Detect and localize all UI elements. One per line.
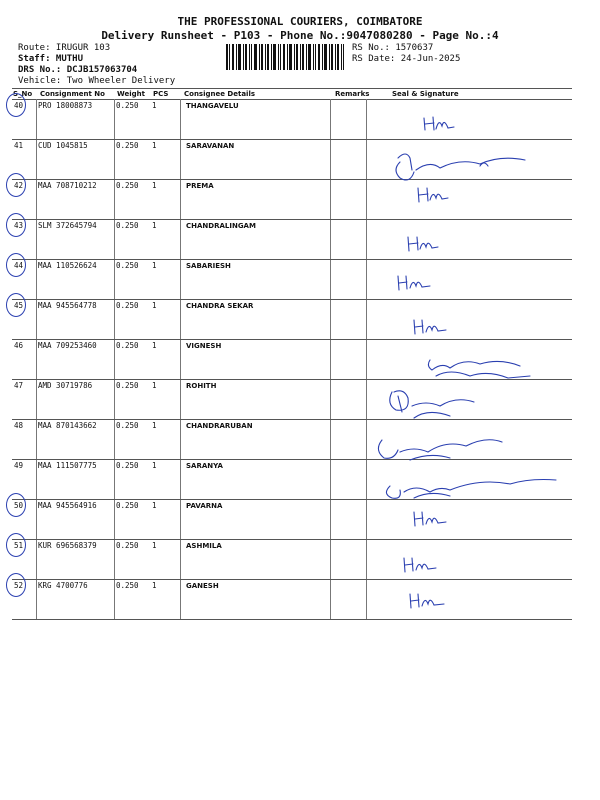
weight-value: 0.250 xyxy=(116,261,139,270)
consignee-name: CHANDRALINGAM xyxy=(186,222,256,230)
consignee-name: THANGAVELU xyxy=(186,102,239,110)
consignment-number: MAA 110526624 xyxy=(38,261,97,270)
pen-circle-mark xyxy=(6,213,26,237)
weight-value: 0.250 xyxy=(116,501,139,510)
pen-circle-mark xyxy=(6,493,26,517)
consignment-number: MAA 708710212 xyxy=(38,181,97,190)
weight-value: 0.250 xyxy=(116,141,139,150)
col-consignee: Consignee Details xyxy=(184,90,256,98)
pieces-count: 1 xyxy=(152,301,157,310)
consignment-number: MAA 945564778 xyxy=(38,301,97,310)
weight-value: 0.250 xyxy=(116,181,139,190)
serial-number: 48 xyxy=(14,421,24,430)
serial-number: 52 xyxy=(14,581,24,590)
pieces-count: 1 xyxy=(152,381,157,390)
weight-value: 0.250 xyxy=(116,221,139,230)
barcode xyxy=(226,44,344,70)
consignment-number: MAA 945564916 xyxy=(38,501,97,510)
runsheet-subtitle: Delivery Runsheet - P103 - Phone No.:9047080280 - Page No.:4 xyxy=(101,29,499,42)
col-remarks: Remarks xyxy=(335,90,370,98)
pen-circle-mark xyxy=(6,93,26,117)
consignee-name: PAVARNA xyxy=(186,502,223,510)
pen-circle-mark xyxy=(6,533,26,557)
col-sno: S_No xyxy=(13,90,33,98)
consignment-number: KRG 4700776 xyxy=(38,581,88,590)
consignment-number: CUD 1045815 xyxy=(38,141,88,150)
pieces-count: 1 xyxy=(152,181,157,190)
pieces-count: 1 xyxy=(152,221,157,230)
weight-value: 0.250 xyxy=(116,461,139,470)
serial-number: 40 xyxy=(14,101,24,110)
pieces-count: 1 xyxy=(152,541,157,550)
pieces-count: 1 xyxy=(152,101,157,110)
col-weight: Weight xyxy=(117,90,145,98)
consignee-name: CHANDRA SEKAR xyxy=(186,302,254,310)
weight-value: 0.250 xyxy=(116,341,139,350)
consignment-number: PRO 18008873 xyxy=(38,101,93,110)
serial-number: 43 xyxy=(14,221,24,230)
consignee-name: VIGNESH xyxy=(186,342,222,350)
consignment-number: MAA 111507775 xyxy=(38,461,97,470)
weight-value: 0.250 xyxy=(116,301,139,310)
weight-value: 0.250 xyxy=(116,421,139,430)
serial-number: 46 xyxy=(14,341,24,350)
weight-value: 0.250 xyxy=(116,381,139,390)
serial-number: 50 xyxy=(14,501,24,510)
consignment-number: SLM 372645794 xyxy=(38,221,97,230)
serial-number: 47 xyxy=(14,381,24,390)
consignment-number: AMD 30719786 xyxy=(38,381,93,390)
consignee-name: SARANYA xyxy=(186,462,223,470)
rs-number: RS No.: 1570637 xyxy=(352,43,434,53)
consignee-name: SABARIESH xyxy=(186,262,231,270)
col-pcs: PCS xyxy=(153,90,169,98)
weight-value: 0.250 xyxy=(116,581,139,590)
drs-number: DRS No.: DCJB157063704 xyxy=(18,65,138,75)
pieces-count: 1 xyxy=(152,341,157,350)
consignee-name: CHANDRARUBAN xyxy=(186,422,253,430)
pen-circle-mark xyxy=(6,173,26,197)
table-top-rule xyxy=(12,88,572,89)
serial-number: 51 xyxy=(14,541,24,550)
staff-label: Staff: MUTHU xyxy=(18,54,84,64)
route-label: Route: IRUGUR 103 xyxy=(18,43,111,53)
serial-number: 41 xyxy=(14,141,24,150)
consignment-number: MAA 709253460 xyxy=(38,341,97,350)
pieces-count: 1 xyxy=(152,501,157,510)
vehicle-label: Vehicle: Two Wheeler Delivery xyxy=(18,76,176,86)
serial-number: 42 xyxy=(14,181,24,190)
pen-circle-mark xyxy=(6,293,26,317)
pen-circle-mark xyxy=(6,573,26,597)
weight-value: 0.250 xyxy=(116,541,139,550)
serial-number: 49 xyxy=(14,461,24,470)
consignment-number: KUR 696568379 xyxy=(38,541,97,550)
consignee-name: ROHITH xyxy=(186,382,217,390)
pieces-count: 1 xyxy=(152,461,157,470)
pieces-count: 1 xyxy=(152,261,157,270)
col-consignment: Consignment No xyxy=(40,90,105,98)
col-seal-signature: Seal & Signature xyxy=(392,90,459,98)
pieces-count: 1 xyxy=(152,421,157,430)
handwritten-signatures xyxy=(370,100,590,620)
pieces-count: 1 xyxy=(152,581,157,590)
consignee-name: PREMA xyxy=(186,182,214,190)
consignee-name: SARAVANAN xyxy=(186,142,235,150)
weight-value: 0.250 xyxy=(116,101,139,110)
serial-number: 44 xyxy=(14,261,24,270)
consignee-name: ASHMILA xyxy=(186,542,222,550)
pieces-count: 1 xyxy=(152,141,157,150)
pen-circle-mark xyxy=(6,253,26,277)
consignment-number: MAA 870143662 xyxy=(38,421,97,430)
rs-date: RS Date: 24-Jun-2025 xyxy=(352,54,461,64)
consignee-name: GANESH xyxy=(186,582,219,590)
company-title: THE PROFESSIONAL COURIERS, COIMBATORE xyxy=(177,15,423,28)
serial-number: 45 xyxy=(14,301,24,310)
